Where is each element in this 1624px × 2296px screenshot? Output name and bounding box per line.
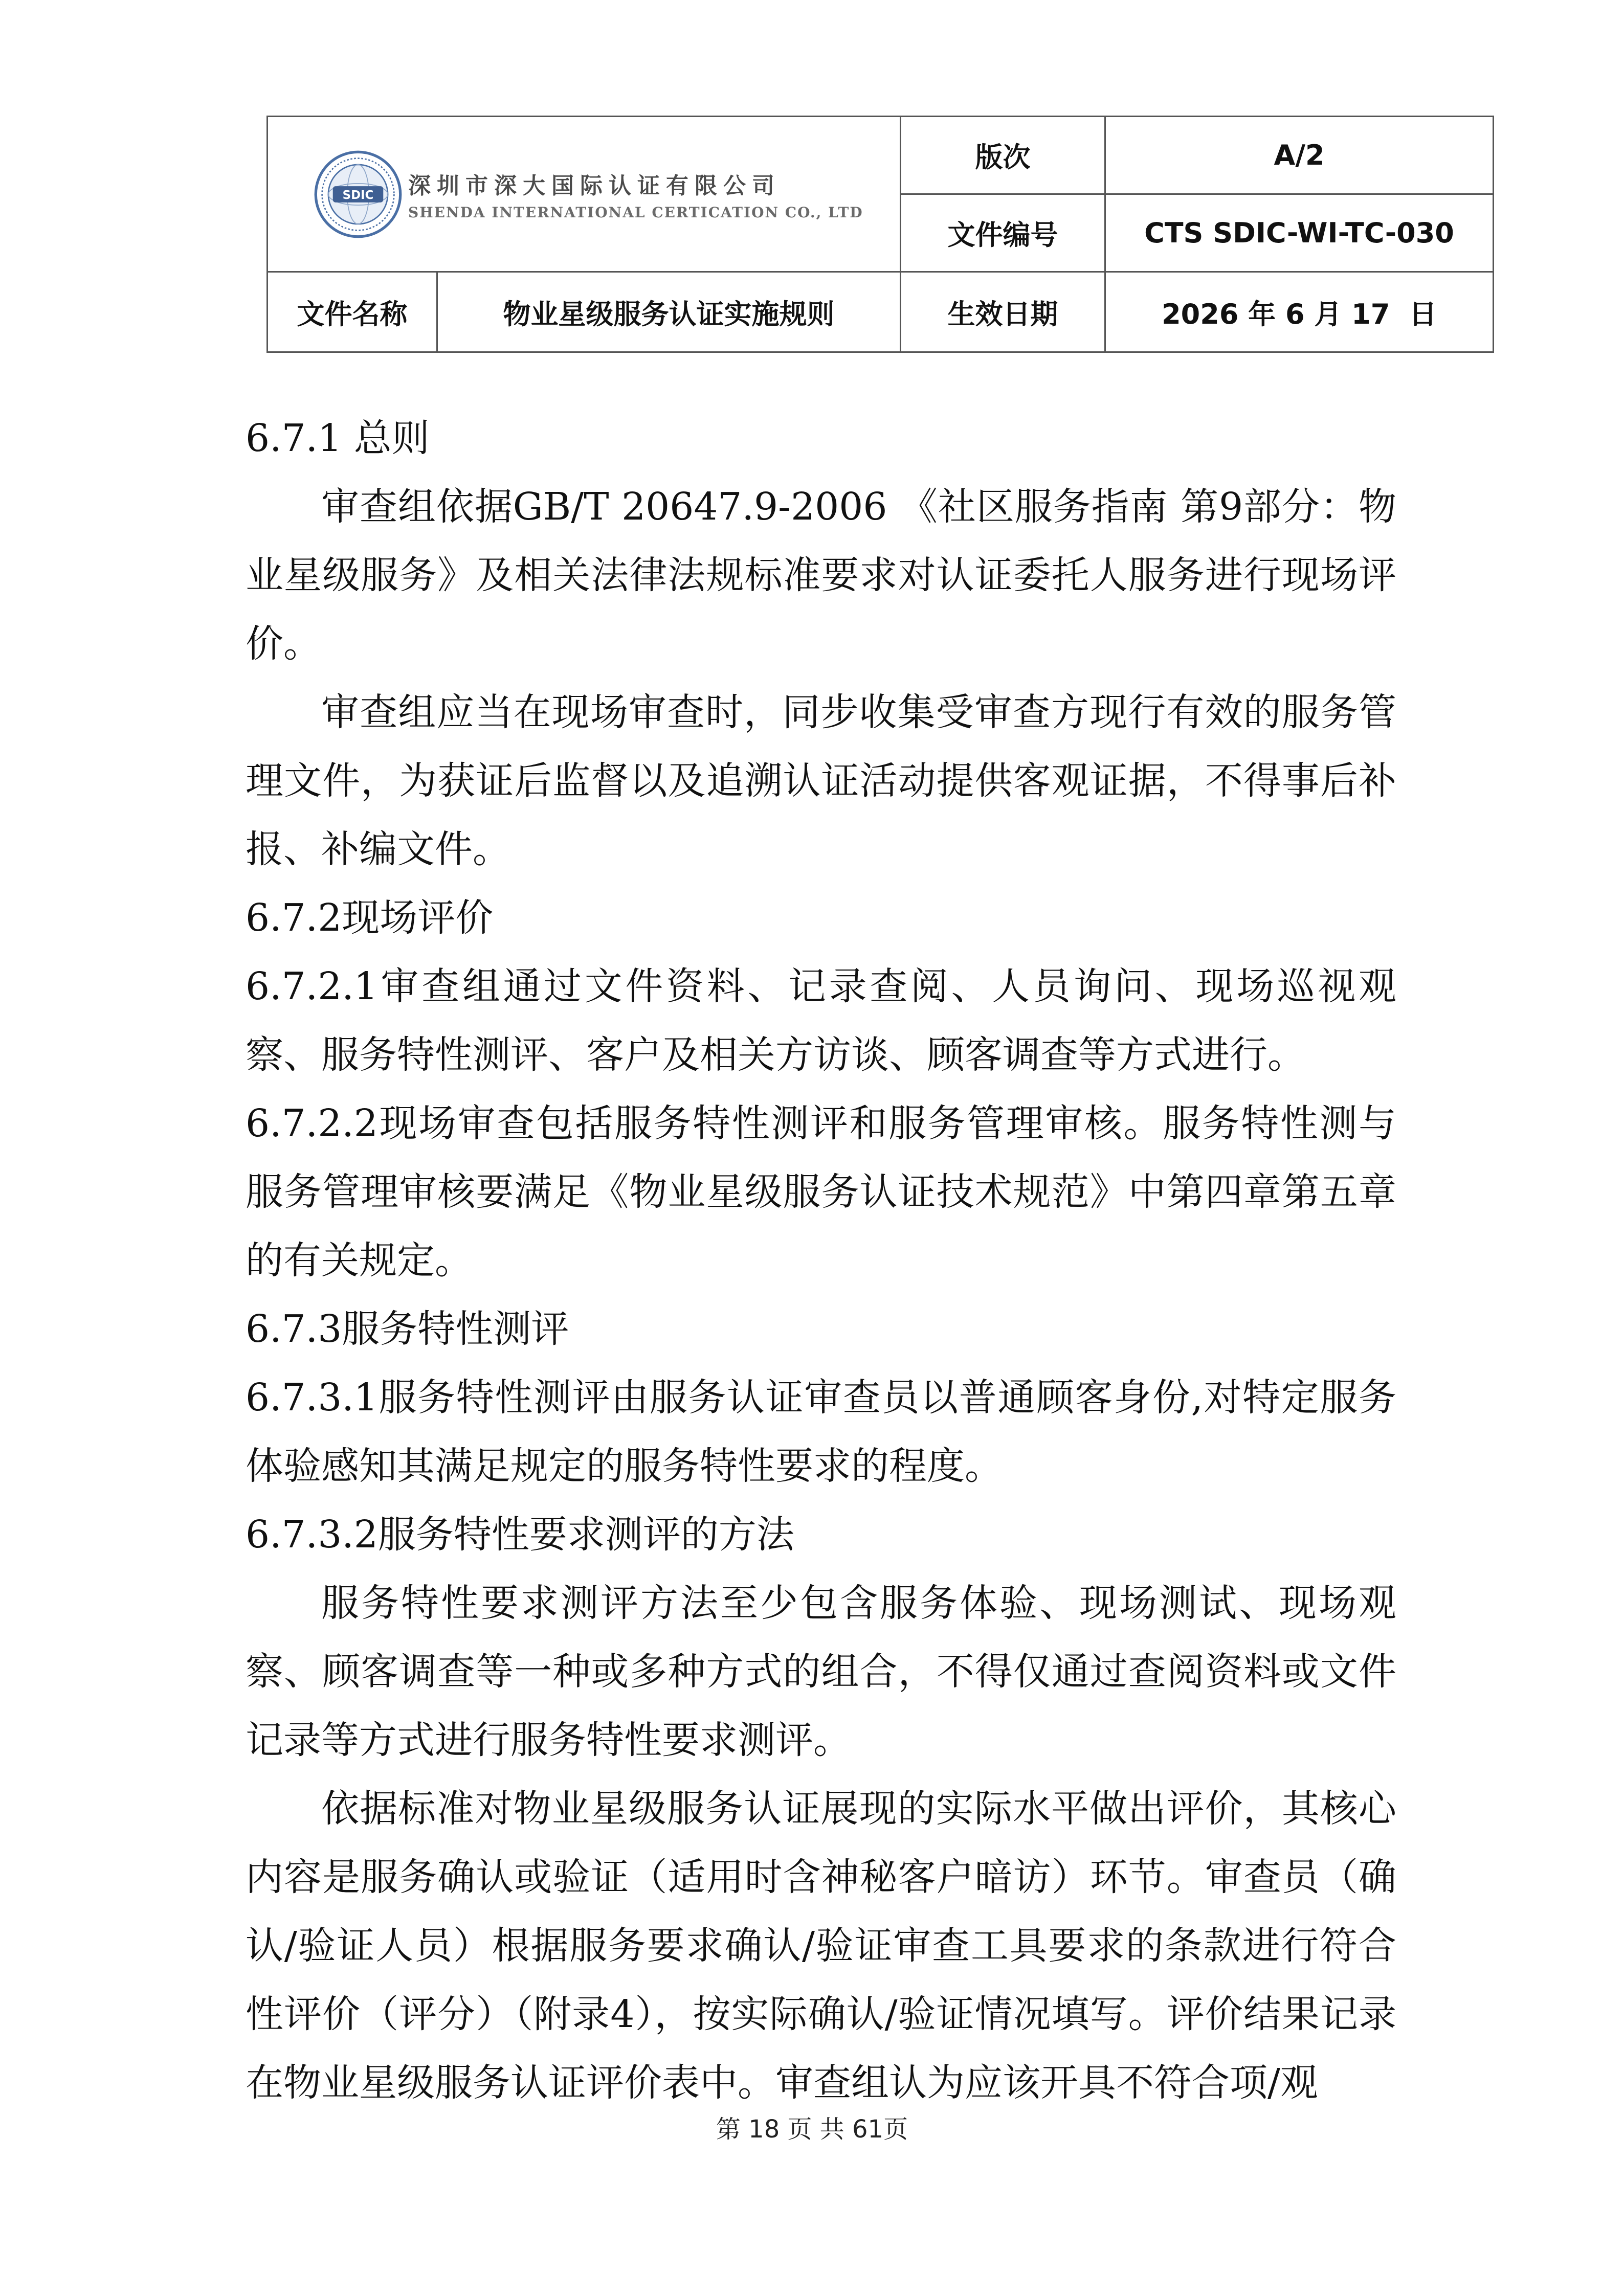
document-name-value: 物业星级服务认证实施规则: [438, 273, 901, 351]
clause-6-7-2-1: 6.7.2.1审查组通过文件资料、记录查阅、人员询问、现场巡视观察、服务特性测评、客户及相关方访谈、顾客调查等方式进行。: [246, 964, 1396, 1077]
body-paragraph: 审查组应当在现场审查时，同步收集受审查方现行有效的服务管理文件，为获证后监督以及追溯认证活动提供客观证据，不得事后补报、补编文件。: [246, 690, 1396, 871]
svg-text:SDIC: SDIC: [342, 188, 374, 202]
version-value: A/2: [1106, 117, 1493, 195]
heading-6-7-3: 6.7.3服务特性测评: [246, 1307, 569, 1351]
document-number-value: CTS SDIC-WI-TC-030: [1106, 195, 1493, 273]
current-page-number: 18: [748, 2115, 780, 2144]
body-paragraph: 依据标准对物业星级服务认证展现的实际水平做出评价，其核心内容是服务确认或验证（适用时含神秘客户暗访）环节。审查员（确认/验证人员）根据服务要求确认/验证审查工具要求的条款进行符合性评价（评分）（附录4），按实际确认/验证情况填写。评价结果记录在物业星级服务认证评价表中。审查组认为应该开具不符合项/观: [246, 1787, 1396, 2105]
company-name-cn: 深圳市深大国际认证有限公司: [408, 173, 781, 199]
document-header-table: [266, 116, 1494, 353]
effective-date-value: 2026 年 6 月 17 日: [1162, 298, 1437, 330]
footer-middle: 页 共: [780, 2115, 853, 2144]
document-name-label: 文件名称: [268, 273, 438, 351]
company-name-block: [408, 167, 863, 221]
body-paragraph: 审查组依据GB/T 20647.9-2006 《社区服务指南 第9部分：物业星级服务》及相关法律法规标准要求对认证委托人服务进行现场评价。: [246, 485, 1396, 666]
sdic-logo-icon: [313, 149, 403, 239]
document-number-label: 文件编号: [901, 195, 1106, 273]
footer-prefix: 第: [716, 2115, 749, 2144]
version-label: 版次: [901, 117, 1106, 195]
total-page-count: 61: [852, 2115, 884, 2144]
clause-6-7-3-2: 6.7.3.2服务特性要求测评的方法: [246, 1513, 794, 1557]
page-footer: [0, 2109, 1624, 2145]
heading-6-7-1: 6.7.1 总则: [246, 416, 430, 460]
effective-date-label: 生效日期: [901, 273, 1106, 351]
company-name-en: SHENDA INTERNATIONAL CERTICATION CO., LTD: [408, 204, 863, 221]
clause-6-7-2-2: 6.7.2.2现场审查包括服务特性测评和服务管理审核。服务特性测与服务管理审核要满足《物业星级服务认证技术规范》中第四章第五章的有关规定。: [246, 1101, 1396, 1282]
heading-6-7-2: 6.7.2现场评价: [246, 896, 494, 940]
document-body: [246, 404, 1396, 2117]
company-logo-cell: [268, 117, 901, 273]
footer-suffix: 页: [883, 2115, 908, 2144]
clause-6-7-3-1: 6.7.3.1服务特性测评由服务认证审查员以普通顾客身份,对特定服务体验感知其满足规定的服务特性要求的程度。: [246, 1376, 1396, 1488]
body-paragraph: 服务特性要求测评方法至少包含服务体验、现场测试、现场观察、顾客调查等一种或多种方式的组合，不得仅通过查阅资料或文件记录等方式进行服务特性要求测评。: [246, 1581, 1396, 1762]
